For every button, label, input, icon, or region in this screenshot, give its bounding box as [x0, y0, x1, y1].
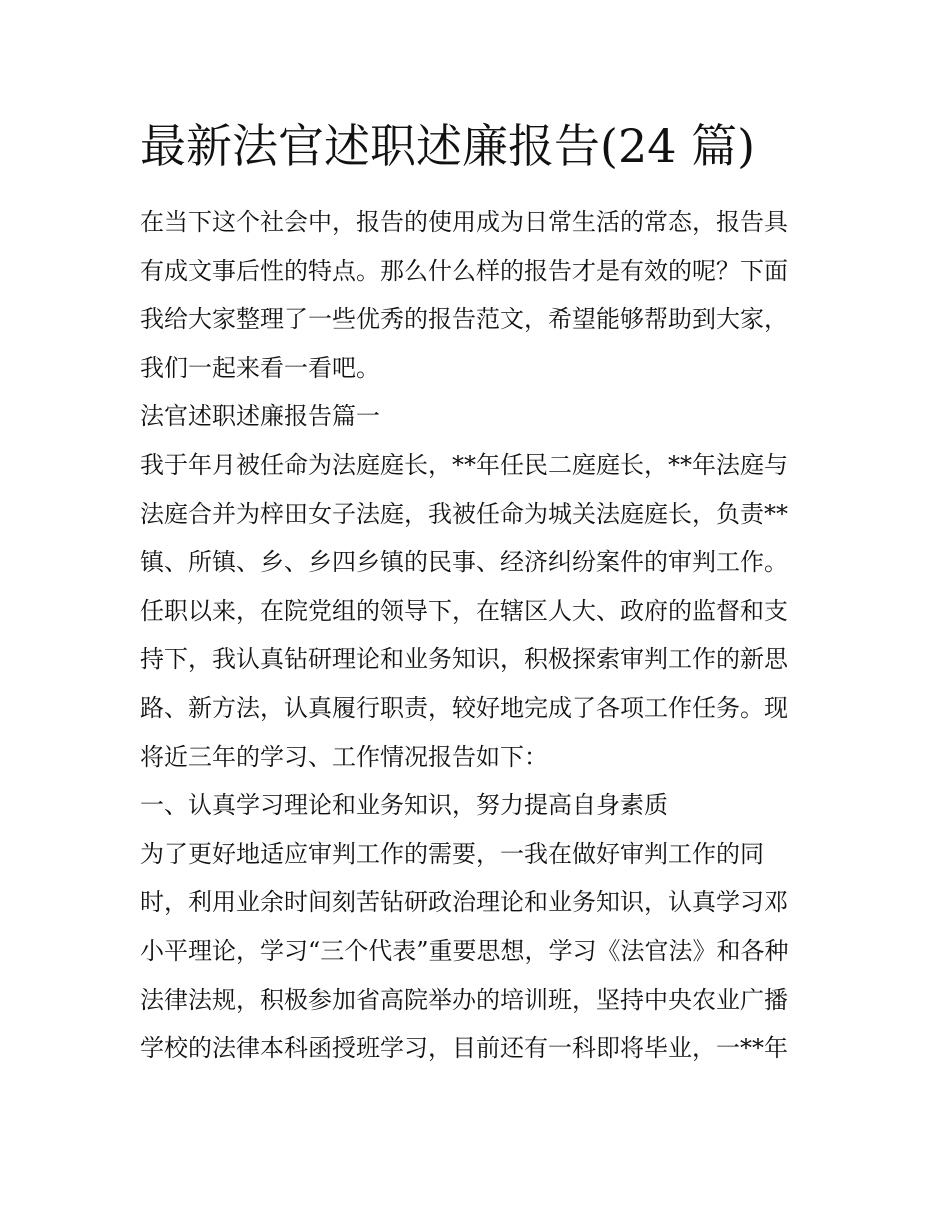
text-line-18: 学校的法律本科函授班学习，目前还有一科即将毕业，一**年	[140, 1034, 788, 1063]
section-heading-study: 一、认真学习理论和业务知识，努力提高自身素质	[140, 791, 668, 820]
document-title: 最新法官述职述廉报告(24 篇)	[140, 119, 756, 173]
text-line-11: 路、新方法，认真履行职责，较好地完成了各项工作任务。现	[140, 693, 788, 722]
text-line-6: 我于年月被任命为法庭庭长，**年任民二庭庭长，**年法庭与	[140, 450, 788, 479]
text-line-9: 任职以来，在院党组的领导下，在辖区人大、政府的监督和支	[140, 596, 788, 625]
text-line-12: 将近三年的学习、工作情况报告如下：	[140, 742, 548, 771]
text-line-16: 小平理论，学习“三个代表”重要思想，学习《法官法》和各种	[140, 936, 789, 965]
text-line-17: 法律法规，积极参加省高院举办的培训班，坚持中央农业广播	[140, 985, 788, 1014]
text-line-8: 镇、所镇、乡、乡四乡镇的民事、经济纠纷案件的审判工作。	[140, 548, 788, 577]
text-line-7: 法庭合并为梓田女子法庭，我被任命为城关法庭庭长，负责**	[140, 499, 788, 528]
text-line-4: 我们一起来看一看吧。	[140, 353, 380, 382]
text-line-2: 有成文事后性的特点。那么什么样的报告才是有效的呢？下面	[140, 256, 788, 285]
text-line-1: 在当下这个社会中，报告的使用成为日常生活的常态，报告具	[140, 208, 788, 236]
text-line-10: 持下，我认真钻研理论和业务知识，积极探索审判工作的新思	[140, 645, 788, 674]
section-heading-part-1: 法官述职述廉报告篇一	[140, 402, 380, 431]
document-body	[140, 198, 820, 1073]
text-line-14: 为了更好地适应审判工作的需要，一我在做好审判工作的同	[140, 839, 764, 868]
text-line-15: 时，利用业余时间刻苦钻研政治理论和业务知识，认真学习邓	[140, 888, 788, 917]
text-line-3: 我给大家整理了一些优秀的报告范文，希望能够帮助到大家，	[140, 305, 788, 334]
